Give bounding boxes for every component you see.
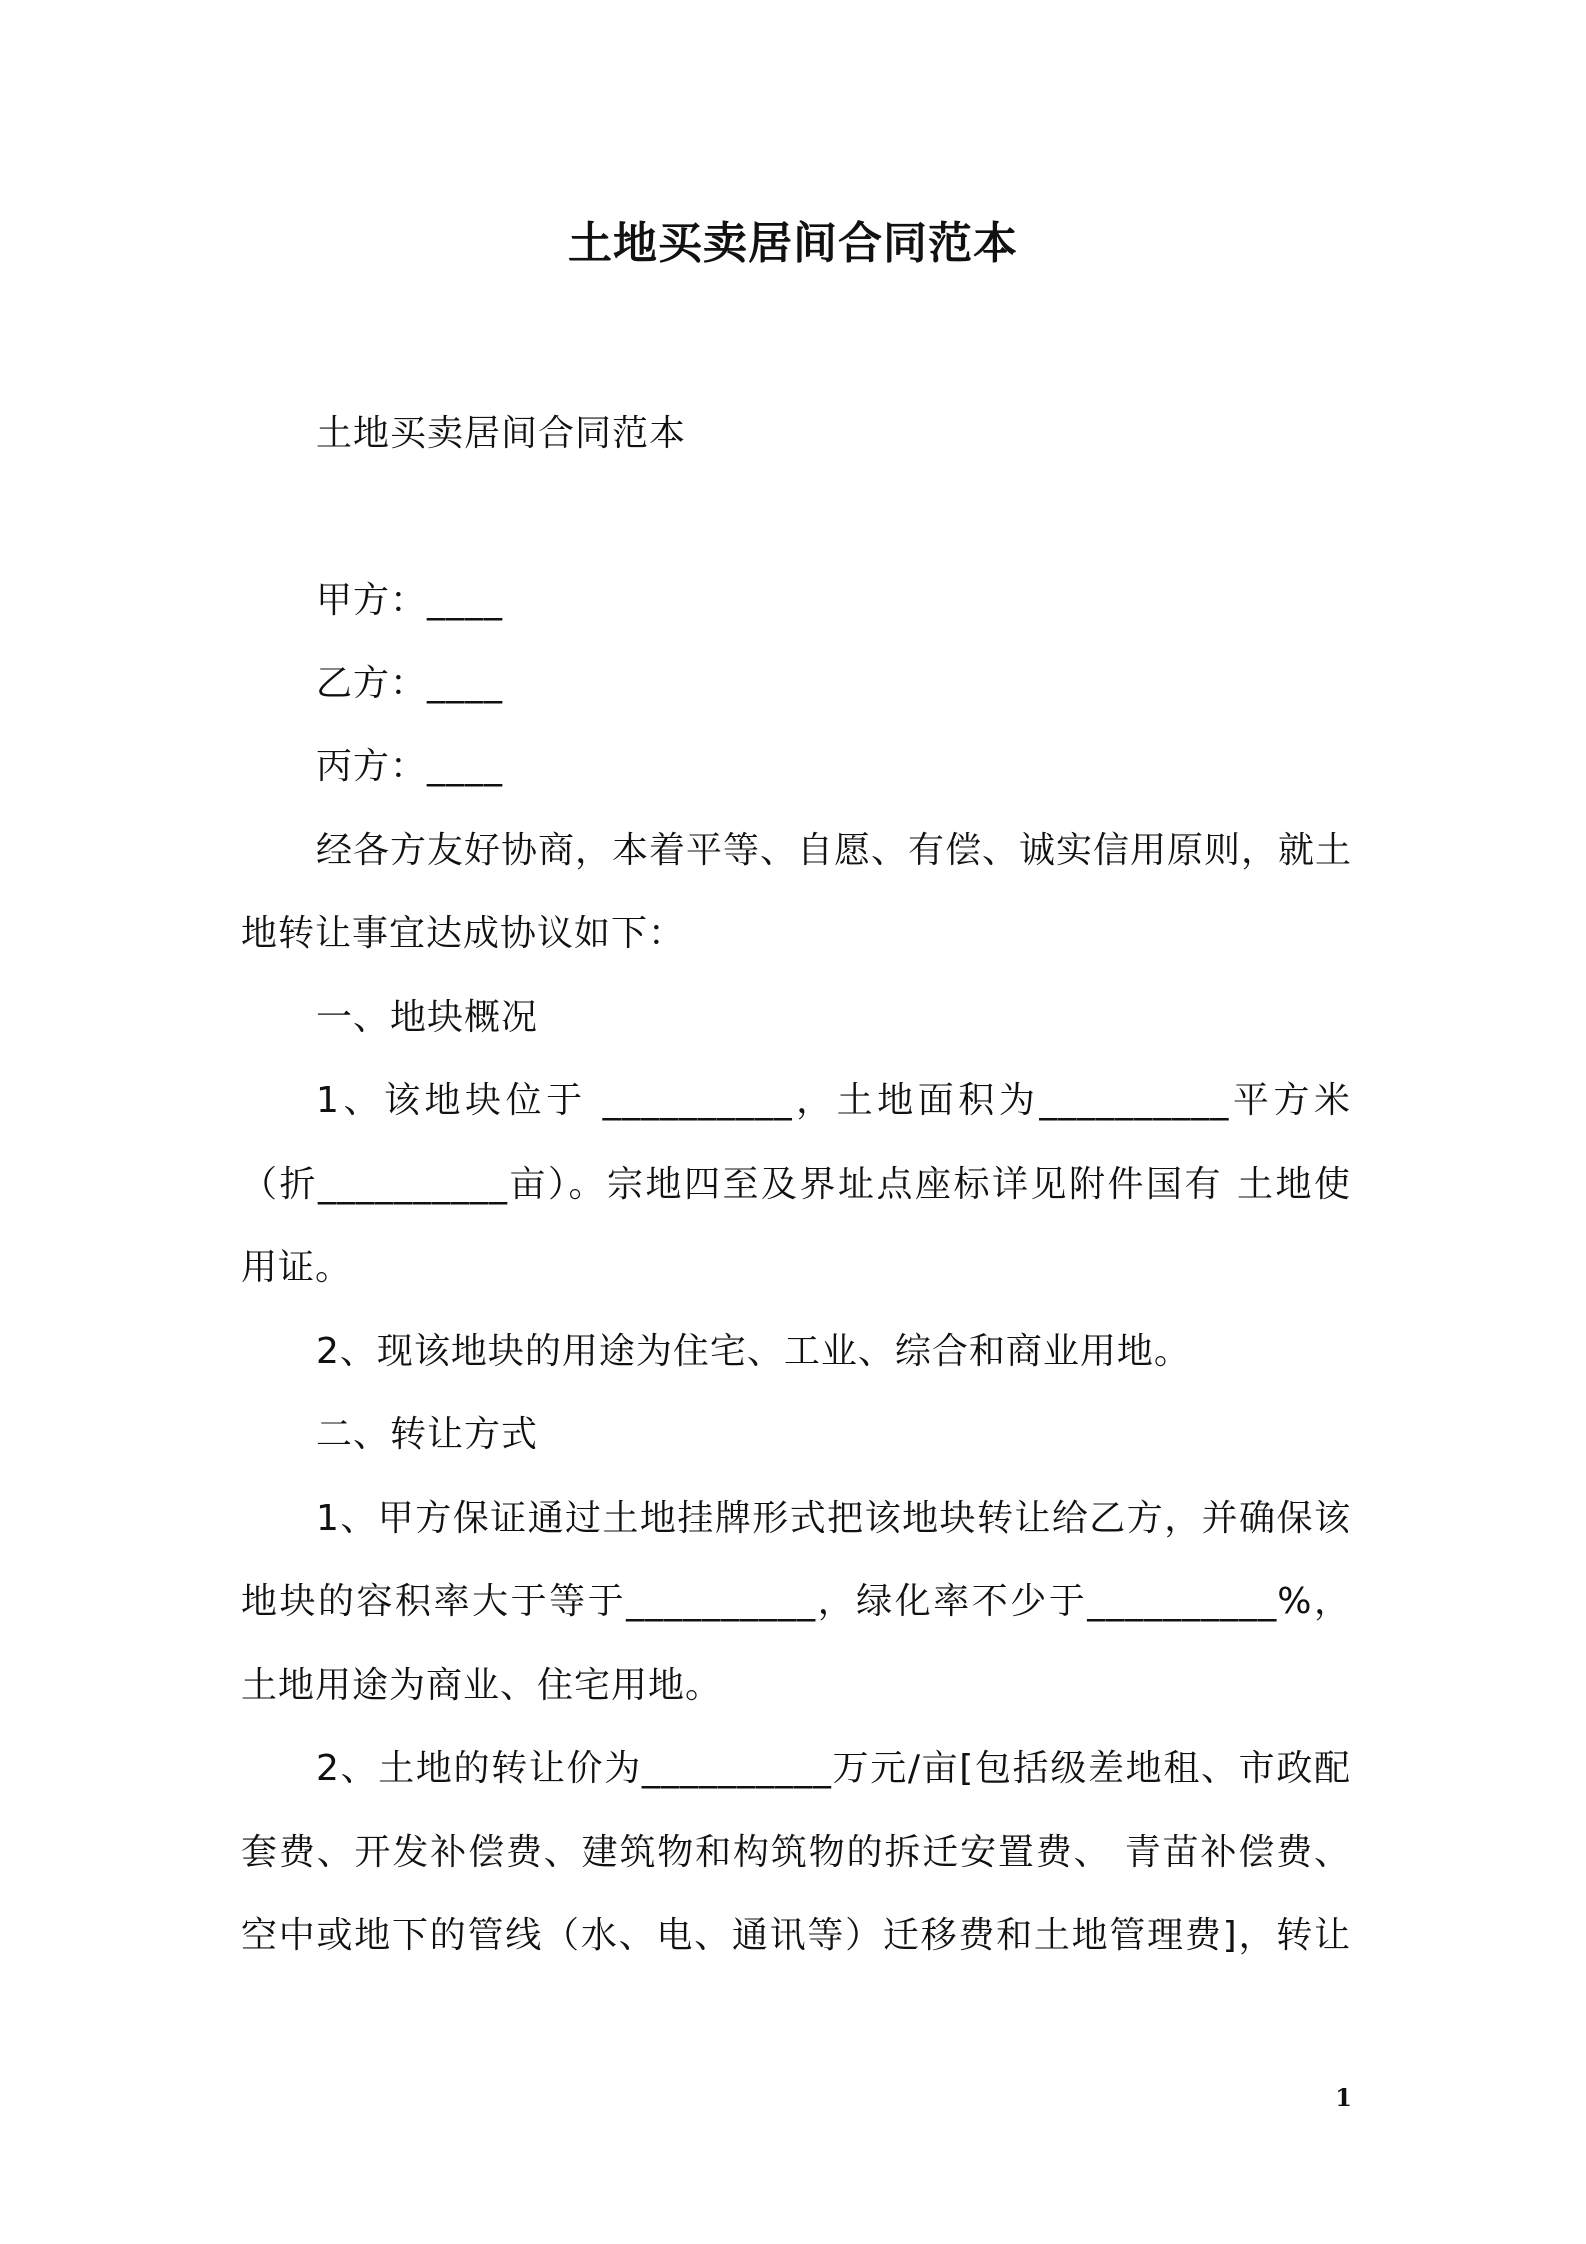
section1-heading: 一、地块概况 xyxy=(316,997,539,1038)
section1-item1-line-3: 用证。 xyxy=(241,1247,353,1288)
section1-item1-line-1: 1、该地块位于 __________，土地面积为__________平方米 xyxy=(316,1080,1351,1121)
section2-item1-line-3: 土地用途为商业、住宅用地。 xyxy=(241,1665,723,1706)
section2-item2-line-3: 空中或地下的管线（水、电、通讯等）迁移费和土地管理费]，转让 xyxy=(241,1915,1351,1956)
document-title: 土地买卖居间合同范本 xyxy=(568,218,1018,269)
section1-item2: 2、现该地块的用途为住宅、工业、综合和商业用地。 xyxy=(316,1331,1191,1372)
section2-heading: 二、转让方式 xyxy=(316,1414,539,1455)
section2-item2-line-1: 2、土地的转让价为__________万元/亩[包括级差地租、市政配 xyxy=(316,1748,1351,1789)
party-b-line: 乙方：____ xyxy=(316,663,504,704)
party-c-line: 丙方：____ xyxy=(316,746,504,787)
party-a-line: 甲方：____ xyxy=(316,580,504,621)
section1-item1-line-2: （折__________亩）。宗地四至及界址点座标详见附件国有 土地使 xyxy=(241,1164,1351,1205)
page-number: 1 xyxy=(1335,2083,1352,2112)
preamble-line-2: 地转让事宜达成协议如下： xyxy=(241,913,686,954)
document-subtitle: 土地买卖居间合同范本 xyxy=(316,413,687,454)
section2-item1-line-2: 地块的容积率大于等于__________，绿化率不少于__________%， xyxy=(241,1581,1351,1622)
preamble-line-1: 经各方友好协商，本着平等、自愿、有偿、诚实信用原则，就土 xyxy=(316,830,1353,871)
section2-item1-line-1: 1、甲方保证通过土地挂牌形式把该地块转让给乙方，并确保该 xyxy=(316,1498,1351,1539)
section2-item2-line-2: 套费、开发补偿费、建筑物和构筑物的拆迁安置费、 青苗补偿费、 xyxy=(241,1832,1351,1873)
